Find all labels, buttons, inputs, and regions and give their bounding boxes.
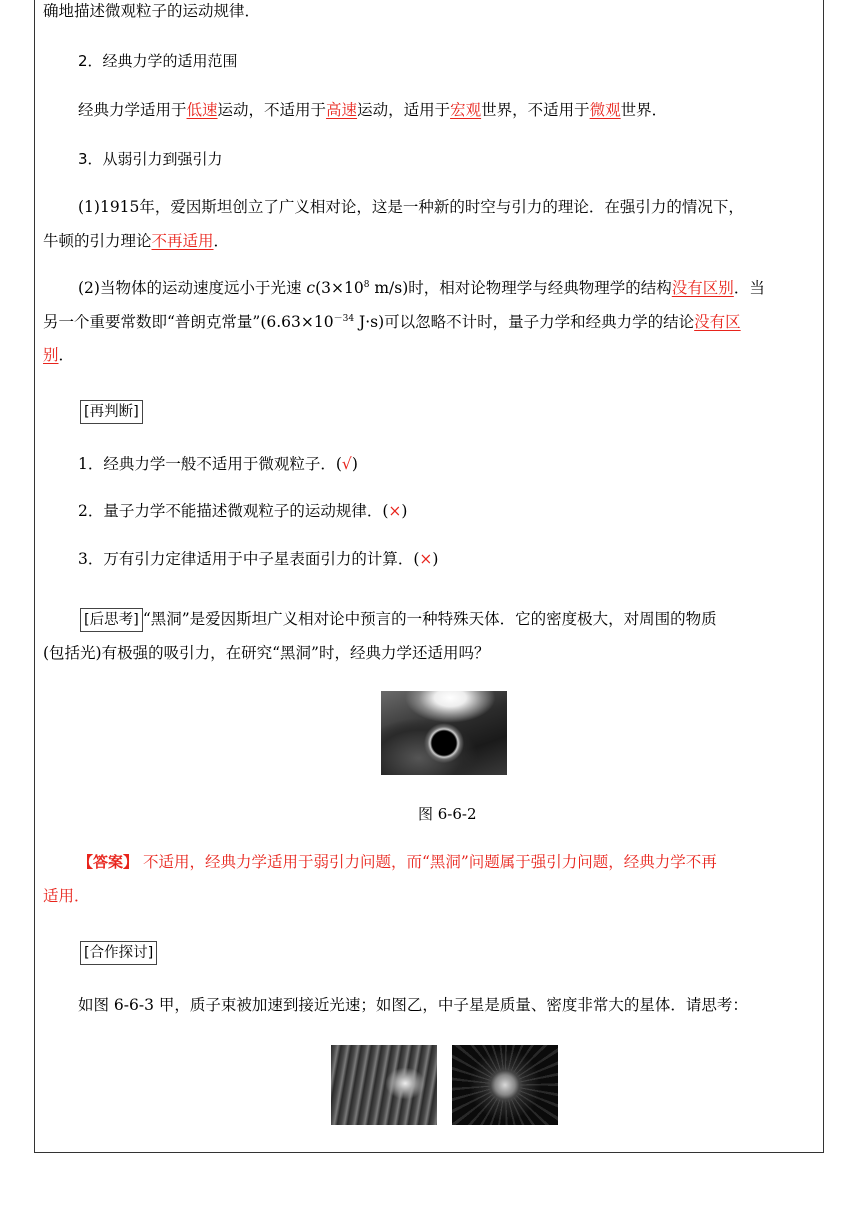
black-hole-image [381, 691, 507, 775]
answer-line-2: 适用． [43, 887, 90, 905]
neutron-star-image [452, 1045, 558, 1125]
think-line-2: (包括光)有极强的吸引力，在研究“黑洞”时，经典力学还适用吗？ [43, 644, 490, 662]
proton-accelerator-image [331, 1045, 437, 1125]
answer-line-1: 【答案】 不适用，经典力学适用于弱引力问题，而“黑洞”问题属于强引力问题，经典力学不再 [78, 853, 717, 871]
judge-item-3: 3．万有引力定律适用于中子星表面引力的计算．(×) [78, 550, 439, 568]
answer-low-speed: 低速 [186, 101, 218, 119]
judge-item-1: 1．经典力学一般不适用于微观粒子．(√) [78, 455, 358, 473]
paragraph-1-line-2: 牛顿的引力理论不再适用． [43, 232, 230, 250]
section-2-paragraph: 经典力学适用于低速运动，不适用于高速运动，适用于宏观世界，不适用于微观世界． [78, 101, 668, 119]
paragraph-1-line-1: (1)1915年，爱因斯坦创立了广义相对论，这是一种新的时空与引力的理论．在强引力的情况下， [78, 198, 744, 216]
answer-not-applicable: 不再适用 [151, 232, 214, 250]
section-2-heading: 2．经典力学的适用范围 [78, 52, 238, 70]
judge-item-2: 2．量子力学不能描述微观粒子的运动规律．(×) [78, 502, 408, 520]
think-tag: [后思考] [80, 608, 143, 632]
cooperation-line-1: 如图 6-6-3 甲，质子束被加速到接近光速；如图乙，中子星是质量、密度非常大的星体．请思考： [78, 996, 748, 1014]
answer-micro: 微观 [589, 101, 621, 119]
top-line: 确地描述微观粒子的运动规律． [43, 2, 261, 20]
answer-macro: 宏观 [450, 101, 482, 119]
cooperation-tag: [合作探讨] [80, 941, 157, 965]
cross-mark: × [419, 550, 433, 568]
section-3-heading: 3．从弱引力到强引力 [78, 150, 223, 168]
check-mark: √ [341, 455, 352, 473]
paragraph-2-line-2: 另一个重要常数即“普朗克常量$”(6.63\times 10^{-34}$ J·s)可以忽略不计时，量子力学和经典力学的结论没有区 [43, 313, 741, 331]
answer-no-difference-2: 没有区 [694, 313, 741, 331]
answer-no-difference-1: 没有区别 [671, 279, 734, 297]
paragraph-2-line-1: (2)当物体的运动速度远小于光速 $c(3\times 10^8$ m/s)时，相对论物理学与经典物理学的结构没有区别．当 [78, 279, 765, 297]
content-frame [34, 0, 824, 1153]
answer-high-speed: 高速 [326, 101, 358, 119]
figure-caption: 图 6-6-2 [418, 805, 477, 823]
paragraph-2-line-3: 别． [43, 346, 75, 364]
answer-label: 【答案】 [78, 853, 139, 871]
cross-mark: × [388, 502, 402, 520]
rejudge-tag: [再判断] [80, 400, 143, 424]
think-line-1: [后思考] “黑洞”是爱因斯坦广义相对论中预言的一种特殊天体．它的密度极大，对周围的物质 [80, 608, 717, 632]
